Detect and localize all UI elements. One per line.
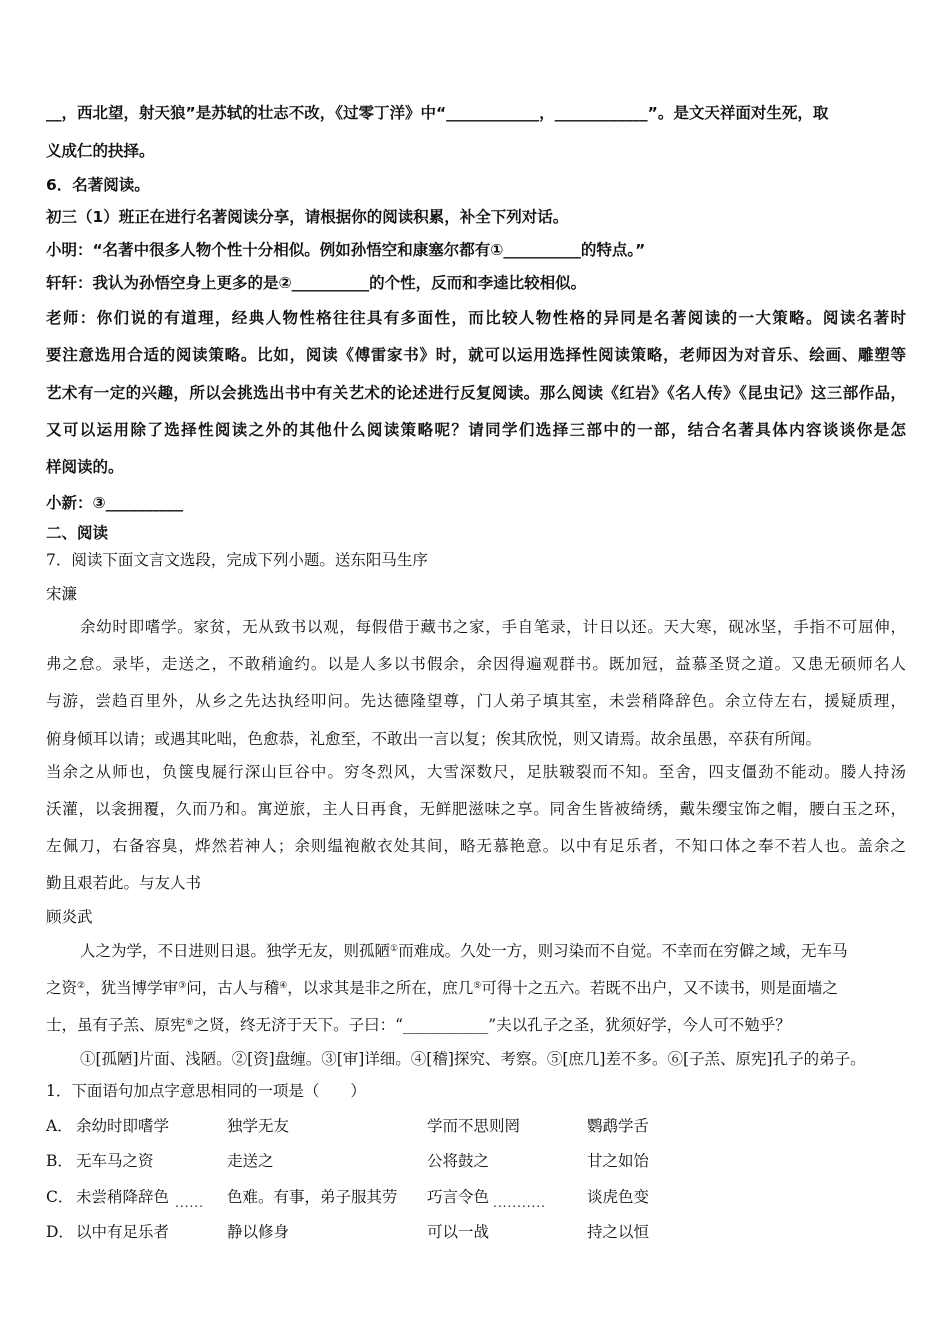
option-d-col2: 静以修身	[227, 1223, 290, 1241]
q6-title: 6．名著阅读。	[46, 176, 150, 194]
option-b-letter: B．	[46, 1152, 73, 1170]
question1-stem: 1．下面语句加点字意思相同的一项是（ ）	[46, 1082, 366, 1100]
passage1-line-1: 余幼时即嗜学。家贫，无从致书以观，每假借于藏书之家，手自笔录，计日以还。天大寒，砚冰坚，手指不可屈伸，	[80, 618, 906, 636]
note-ref-5: ⑤	[473, 981, 482, 991]
q6-intro: 初三（1）班正在进行名著阅读分享，请根据你的阅读积累，补全下列对话。	[46, 208, 569, 226]
option-a-col2: 独学无友	[227, 1117, 290, 1135]
option-a-col1: 余幼时即嗜学	[76, 1117, 170, 1135]
passage1-line-2: 弗之怠。录毕，走送之，不敢稍逾约。以是人多以书假余，余因得遍观群书。既加冠，益慕圣贤之道。又患无硕师名人	[46, 655, 906, 673]
q6-xiaoming-line: 小明：“名著中很多人物个性十分相似。例如孙悟空和康塞尔都有①__________的特点。”	[46, 241, 646, 259]
option-c-col1: 未尝稍降辞色	[76, 1188, 170, 1206]
option-c-letter: C．	[46, 1188, 74, 1206]
passage3-line-1: 人之为学，不日进则日退。独学无友，则孤陋①而难成。久处一方，则习染而不自觉。不幸而在穷僻之域，无车马	[80, 942, 848, 960]
option-c-col4: 谈虎色变	[587, 1188, 650, 1206]
option-d-col4: 持之以恒	[587, 1223, 650, 1241]
q5-line-1: __，西北望，射天狼”是苏轼的壮志不改，《过零丁洋》中“____________，____________”。是文天祥面对生死，取	[46, 104, 829, 122]
section-heading: 二、阅读	[46, 524, 109, 542]
note-ref-6: ⑥	[185, 1018, 194, 1028]
note-ref-4: ④	[279, 981, 288, 991]
option-b-col1: 无车马之资	[76, 1152, 154, 1170]
footnotes: ①[孤陋]片面、浅陋。②[资]盘缠。③[审]详细。④[稽]探究、考察。⑤[庶几]差不多。⑥[子羔、原宪]孔子的弟子。	[80, 1050, 866, 1068]
note-ref-3: ③	[178, 981, 187, 991]
q6-teacher-line-3: 艺术有一定的兴趣，所以会挑选出书中有关艺术的论述进行反复阅读。那么阅读《红岩》《名人传》《昆虫记》这三部作品，	[46, 384, 906, 402]
option-c-dots-1: ......	[175, 1196, 204, 1210]
author-song-lian: 宋濂	[46, 585, 78, 603]
passage2-line-1: 当余之从师也，负箧曳屣行深山巨谷中。穷冬烈风，大雪深数尺，足肤皲裂而不知。至舍，四支僵劲不能动。媵人持汤	[46, 763, 906, 781]
option-b-col4: 甘之如饴	[587, 1152, 650, 1170]
option-a-col4: 鹦鹉学舌	[587, 1117, 650, 1135]
q6-teacher-line-4: 又可以运用除了选择性阅读之外的其他什么阅读策略呢？请同学们选择三部中的一部，结合名著具体内容谈谈你是怎	[46, 421, 906, 439]
option-c-dots-2: ...........	[493, 1196, 546, 1210]
q6-xuanxuan-line: 轩轩：我认为孙悟空身上更多的是②__________的个性，反而和李逵比较相似。	[46, 274, 587, 292]
option-d-letter: D．	[46, 1223, 74, 1241]
option-a-col3: 学而不思则罔	[427, 1117, 521, 1135]
passage1-line-3: 与游，尝趋百里外，从乡之先达执经叩问。先达德隆望尊，门人弟子填其室，未尝稍降辞色。余立侍左右，援疑质理，	[46, 692, 906, 710]
passage3-line-3: 士，虽有子羔、原宪⑥之贤，终无济于天下。子曰：“___________”夫以孔子之圣，犹须好学，今人可不勉乎？	[46, 1016, 791, 1034]
q6-teacher-line-2: 要注意选用合适的阅读策略。比如，阅读《傅雷家书》时，就可以运用选择性阅读策略，老师因为对音乐、绘画、雕塑等	[46, 346, 906, 364]
q6-teacher-line-5: 样阅读的。	[46, 458, 124, 476]
author-gu-yanwu: 顾炎武	[46, 908, 93, 926]
option-c-col2: 色难。有事，弟子服其劳	[227, 1188, 398, 1206]
passage2-line-4: 勤且艰若此。与友人书	[46, 874, 202, 892]
q6-xiaoxin-line: 小新：③__________	[46, 494, 184, 512]
passage2-line-2: 沃灌，以衾拥覆，久而乃和。寓逆旅，主人日再食，无鲜肥滋味之享。同舍生皆被绮绣，戴朱缨宝饰之帽，腰白玉之环，	[46, 800, 906, 818]
option-a-letter: A．	[46, 1117, 73, 1135]
passage1-line-4: 俯身倾耳以请；或遇其叱咄，色愈恭，礼愈至，不敢出一言以复；俟其欣悦，则又请焉。故余虽愚，卒获有所闻。	[46, 730, 822, 748]
passage3-line-2: 之资②，犹当博学审③问，古人与稽④，以求其是非之所在，庶几⑤可得十之五六。若既不出户，又不读书，则是面墙之	[46, 979, 838, 997]
q6-teacher-line-1: 老师：你们说的有道理，经典人物性格往往具有多面性，而比较人物性格的异同是名著阅读的一大策略。阅读名著时	[46, 309, 906, 327]
note-ref-2: ②	[77, 981, 86, 991]
q5-line-2: 义成仁的抉择。	[46, 142, 155, 160]
q7-intro: 7．阅读下面文言文选段，完成下列小题。送东阳马生序	[46, 551, 428, 569]
option-d-col3: 可以一战	[427, 1223, 490, 1241]
option-c-col3: 巧言令色	[427, 1188, 490, 1206]
option-b-col3: 公将鼓之	[427, 1152, 490, 1170]
passage2-line-3: 左佩刀，右备容臭，烨然若神人；余则缊袍敝衣处其间，略无慕艳意。以中有足乐者，不知口体之奉不若人也。盖余之	[46, 837, 906, 855]
option-d-col1: 以中有足乐者	[76, 1223, 170, 1241]
option-b-col2: 走送之	[227, 1152, 274, 1170]
note-ref-1: ①	[390, 944, 399, 954]
